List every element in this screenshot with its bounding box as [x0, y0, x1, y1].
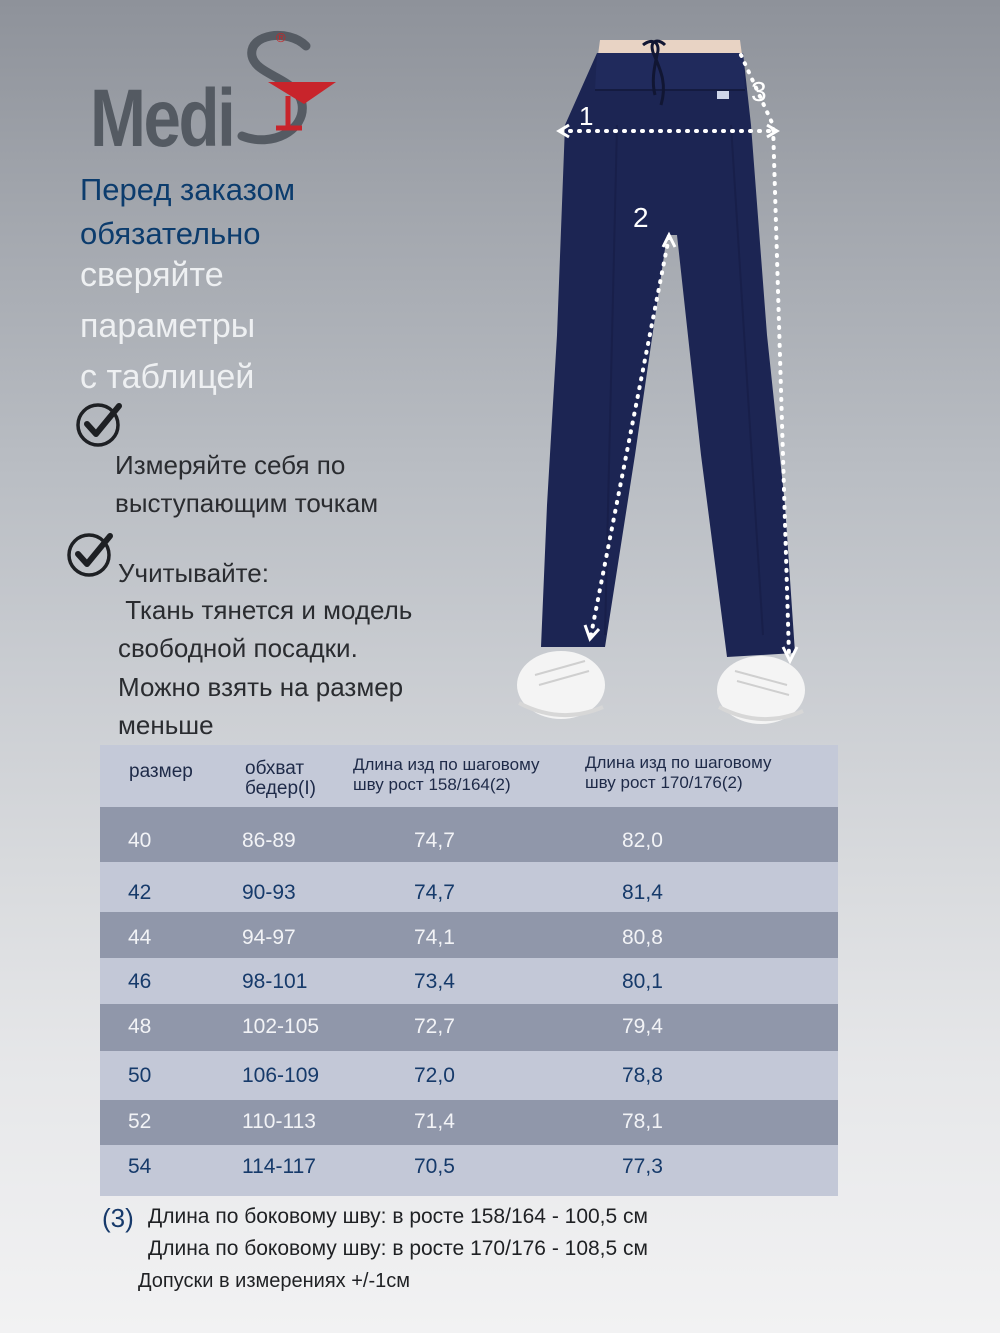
footer-line3: Допуски в измерениях +/-1см [138, 1270, 410, 1292]
marker-3: 3 [751, 76, 767, 107]
size-table [100, 745, 838, 1196]
cell-size: 52 [128, 1110, 152, 1133]
cell-size: 42 [128, 881, 152, 904]
trousers-illustration [505, 35, 835, 725]
footer-line1: Длина по боковому шву: в росте 158/164 - 100,5 см [148, 1205, 648, 1228]
cell-len1: 74,7 [414, 829, 455, 852]
header-len2-2: шву рост 170/176(2) [585, 773, 743, 792]
header-hip-2: бедер(I) [245, 778, 316, 799]
registered-mark: ® [276, 30, 286, 45]
logo-text: Medi [90, 73, 234, 164]
cell-len2: 78,1 [622, 1110, 663, 1133]
checkmark-icon [75, 400, 123, 448]
cell-len2: 78,8 [622, 1064, 663, 1087]
cell-len1: 74,7 [414, 881, 455, 904]
table-row [100, 1051, 838, 1100]
heading-line-4: параметры [80, 307, 256, 345]
checkmark-icon [66, 530, 114, 578]
cell-len1: 70,5 [414, 1155, 455, 1178]
cell-len1: 74,1 [414, 926, 455, 949]
cell-hip: 98-101 [242, 970, 308, 993]
cell-len2: 80,8 [622, 926, 663, 949]
cell-len2: 77,3 [622, 1155, 663, 1178]
heading-line-5: с таблицей [80, 358, 255, 396]
header-len1-2: шву рост 158/164(2) [353, 775, 511, 794]
table-row [100, 1145, 838, 1196]
header-size: размер [129, 761, 193, 782]
cell-len1: 72,0 [414, 1064, 455, 1087]
tip2-line4: Можно взять на размер [118, 672, 404, 702]
cell-hip: 110-113 [242, 1110, 316, 1133]
marker-1: 1 [579, 101, 594, 131]
tip1-line1: Измеряйте себя по [115, 450, 346, 480]
cell-hip: 106-109 [242, 1064, 320, 1087]
cell-len1: 73,4 [414, 970, 455, 993]
cell-len2: 81,4 [622, 881, 663, 904]
cell-len2: 79,4 [622, 1015, 663, 1038]
heading-line-3: сверяйте [80, 256, 224, 294]
brand-logo [88, 30, 328, 164]
cell-size: 48 [128, 1015, 152, 1038]
table-row [100, 912, 838, 958]
cell-hip: 102-105 [242, 1015, 320, 1038]
table-header [100, 745, 838, 807]
cell-len2: 80,1 [622, 970, 663, 993]
table-row [100, 1100, 838, 1145]
header-hip-1: обхват [245, 758, 305, 779]
header-len2-1: Длина изд по шаговому [585, 753, 772, 772]
table-row [100, 807, 838, 862]
cell-size: 46 [128, 970, 152, 993]
cell-hip: 86-89 [242, 829, 296, 852]
heading-line-2: обязательно [80, 216, 261, 251]
cell-hip: 90-93 [242, 881, 296, 904]
cell-size: 44 [128, 926, 152, 949]
tip2-line3: свободной посадки. [118, 633, 358, 663]
tip2-line2: Ткань тянется и модель [118, 595, 413, 625]
cell-hip: 114-117 [242, 1155, 316, 1178]
heading-line-1: Перед заказом [80, 172, 296, 207]
header-len1-1: Длина изд по шаговому [353, 755, 540, 774]
cell-size: 54 [128, 1155, 152, 1178]
cell-hip: 94-97 [242, 926, 296, 949]
cell-len1: 72,7 [414, 1015, 455, 1038]
table-row [100, 1004, 838, 1051]
tip2-line5: меньше [118, 710, 214, 740]
marker-2: 2 [633, 202, 649, 233]
table-row [100, 958, 838, 1004]
table-row [100, 862, 838, 912]
tip2-line1: Учитывайте: [118, 558, 269, 588]
footer-line2: Длина по боковому шву: в росте 170/176 - 108,5 см [148, 1237, 648, 1260]
cell-len2: 82,0 [622, 829, 663, 852]
cell-size: 50 [128, 1064, 152, 1087]
footer-marker: (3) [102, 1203, 134, 1233]
tip1-line2: выступающим точкам [115, 488, 379, 518]
cell-len1: 71,4 [414, 1110, 455, 1133]
cell-size: 40 [128, 829, 152, 852]
logo-s-icon [228, 30, 338, 155]
